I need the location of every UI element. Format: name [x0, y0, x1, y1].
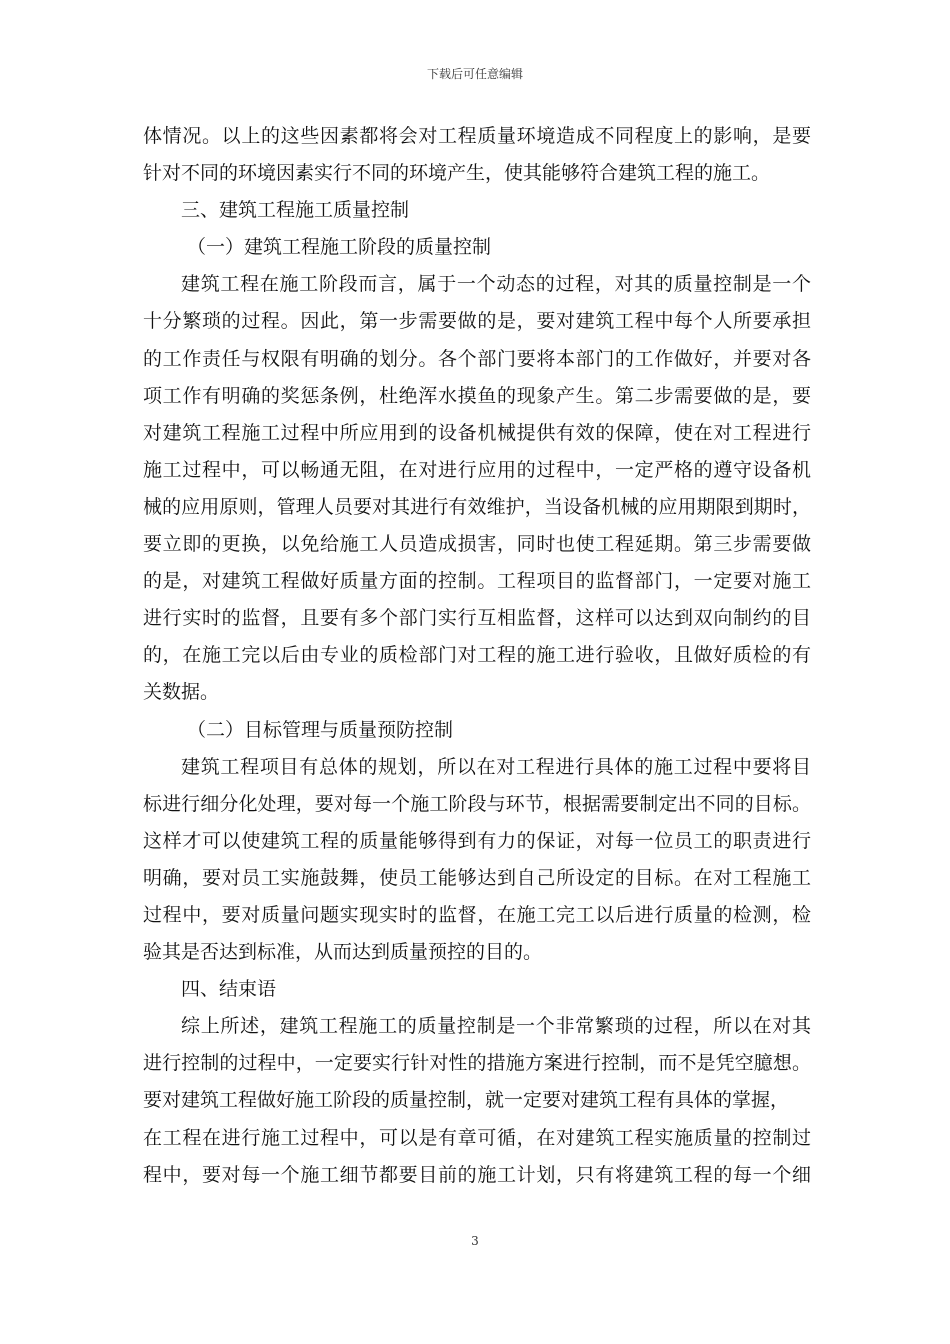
body-line: 要对建筑工程做好施工阶段的质量控制，就一定要对建筑工程有具体的掌握，	[143, 1089, 790, 1112]
body-line: 明确，要对员工实施鼓舞，使员工能够达到自己所设定的目标。在对工程施工	[143, 866, 811, 889]
body-line: 进行实时的监督，且要有多个部门实行互相监督，这样可以达到双向制约的目	[143, 607, 811, 630]
body-line: 这样才可以使建筑工程的质量能够得到有力的保证，对每一位员工的职责进行	[143, 829, 811, 852]
body-line: 进行控制的过程中，一定要实行针对性的措施方案进行控制，而不是凭空臆想。	[143, 1052, 811, 1075]
body-line: 的工作责任与权限有明确的划分。各个部门要将本部门的工作做好，并要对各	[143, 347, 811, 370]
body-line: 的，在施工完以后由专业的质检部门对工程的施工进行验收，且做好质检的有	[143, 644, 811, 667]
body-line: 施工过程中，可以畅通无阻，在对进行应用的过程中，一定严格的遵守设备机	[143, 458, 811, 481]
body-line: 在工程在进行施工过程中，可以是有章可循，在对建筑工程实施质量的控制过	[143, 1126, 811, 1149]
subsection-heading: （一）建筑工程施工阶段的质量控制	[187, 236, 492, 259]
body-line: 要立即的更换，以免给施工人员造成损害，同时也使工程延期。第三步需要做	[143, 533, 811, 556]
body-line: 的是，对建筑工程做好质量方面的控制。工程项目的监督部门，一定要对施工	[143, 570, 811, 593]
body-line: 针对不同的环境因素实行不同的环境产生，使其能够符合建筑工程的施工。	[143, 162, 771, 185]
section-heading: 四、结束语	[181, 978, 277, 1001]
page-header: 下载后可任意编辑	[426, 67, 523, 81]
body-line: 建筑工程项目有总体的规划，所以在对工程进行具体的施工过程中要将目	[181, 755, 811, 778]
body-line: 综上所述，建筑工程施工的质量控制是一个非常繁琐的过程，所以在对其	[181, 1015, 811, 1038]
page-number: 3	[471, 1234, 479, 1248]
body-line: 械的应用原则，管理人员要对其进行有效维护，当设备机械的应用期限到期时，	[143, 495, 811, 518]
body-line: 验其是否达到标准，从而达到质量预控的目的。	[143, 941, 543, 964]
body-line: 程中，要对每一个施工细节都要目前的施工计划，只有将建筑工程的每一个细	[143, 1163, 811, 1186]
body-line: 十分繁琐的过程。因此，第一步需要做的是，要对建筑工程中每个人所要承担	[143, 310, 811, 333]
body-line: 项工作有明确的奖惩条例，杜绝浑水摸鱼的现象产生。第二步需要做的是，要	[143, 384, 811, 407]
body-line: 建筑工程在施工阶段而言，属于一个动态的过程，对其的质量控制是一个	[181, 273, 811, 296]
subsection-heading: （二）目标管理与质量预防控制	[187, 718, 454, 741]
body-line: 关数据。	[143, 681, 220, 704]
body-line: 过程中，要对质量问题实现实时的监督，在施工完工以后进行质量的检测，检	[143, 903, 811, 926]
body-line: 标进行细分化处理，要对每一个施工阶段与环节，根据需要制定出不同的目标。	[143, 792, 811, 815]
document-body	[143, 118, 811, 1194]
section-heading: 三、建筑工程施工质量控制	[181, 199, 410, 222]
body-line: 体情况。以上的这些因素都将会对工程质量环境造成不同程度上的影响，是要	[143, 125, 811, 147]
body-line: 对建筑工程施工过程中所应用到的设备机械提供有效的保障，使在对工程进行	[143, 421, 811, 444]
